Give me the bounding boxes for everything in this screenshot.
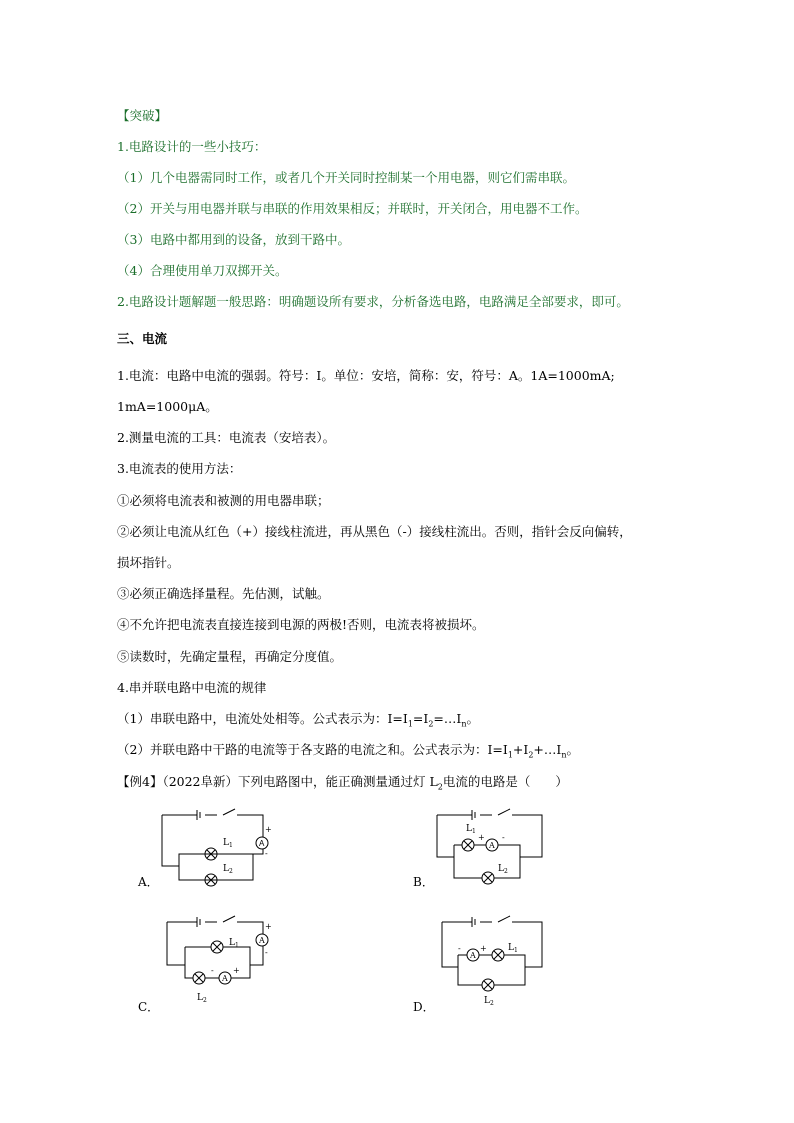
svg-text:A: A: [489, 841, 495, 850]
svg-text:A: A: [470, 951, 476, 960]
svg-text:-: -: [265, 948, 268, 957]
svg-text:L1: $L_1$: [466, 824, 476, 835]
svg-text:A: A: [259, 936, 265, 945]
svg-text:L1: $L_1$: [508, 943, 518, 954]
general-approach: 2.电路设计题解题一般思路：明确题设所有要求，分析备选电路，电路满足全部要求，即可。: [117, 294, 629, 309]
tip-1: （1）几个电器需同时工作，或者几个开关同时控制某一个用电器，则它们需串联。: [117, 170, 575, 185]
svg-text:L2: $L_2$: [223, 864, 233, 875]
current-def-line1: 1.电流：电路中电流的强弱。符号：I。单位：安培，简称：安，符号：A。1A=1000mA;: [117, 368, 615, 383]
example-question: 【例4】（2022阜新）下列电路图中，能正确测量通过灯 $L_2$电流的电路是（ ）: [117, 774, 568, 792]
circuit-b: [430, 800, 550, 890]
tip-2: （2）开关与用电器并联与串联的作用效果相反；并联时，开关闭合，用电器不工作。: [117, 201, 588, 216]
svg-text:+: +: [265, 825, 272, 834]
option-c-label: C．: [138, 1000, 160, 1014]
svg-text:-: -: [458, 944, 461, 953]
rule-2: ②必须让电流从红色（+）接线柱流进，再从黑色（-）接线柱流出。否则，指针会反向偏转，: [117, 524, 632, 539]
tip-title: 1.电路设计的一些小技巧：: [117, 139, 267, 154]
svg-text:L2: $L_2$: [197, 993, 207, 1004]
svg-text:+: +: [265, 922, 272, 931]
svg-text:A: A: [222, 974, 228, 983]
option-d-label: D．: [413, 1000, 435, 1014]
svg-text:L1: $L_1$: [229, 938, 239, 949]
parallel-law: （2）并联电路中干路的电流等于各支路的电流之和。公式表示为：$I=I_1+I_2+\dots I_n$。: [117, 742, 580, 760]
rule-5: ⑤读数时，先确定量程，再确定分度值。: [117, 649, 343, 664]
rule-4: ④不允许把电流表直接连接到电源的两极!否则，电流表将被损坏。: [117, 617, 485, 632]
svg-text:+: +: [233, 966, 240, 975]
svg-text:L1: $L_1$: [223, 838, 233, 849]
measure-tool: 2.测量电流的工具：电流表（安培表）。: [117, 430, 336, 445]
svg-text:A: A: [259, 839, 265, 848]
svg-text:-: -: [211, 966, 214, 975]
circuit-a: [155, 800, 275, 890]
svg-text:L2: $L_2$: [484, 996, 494, 1005]
battery-icon: [197, 810, 200, 820]
law-title: 4.串并联电路中电流的规律: [117, 680, 267, 695]
tip-4: （4）合理使用单刀双掷开关。: [117, 263, 288, 278]
rule-1: ①必须将电流表和被测的用电器串联；: [117, 493, 330, 508]
svg-text:-: -: [502, 833, 505, 842]
svg-text:+: +: [478, 833, 485, 842]
circuit-d: [430, 905, 550, 1005]
rule-2-cont: 损坏指针。: [117, 555, 180, 570]
option-b-label: B．: [413, 875, 434, 889]
svg-text:+: +: [480, 944, 487, 953]
svg-text:-: -: [265, 849, 268, 858]
usage-title: 3.电流表的使用方法：: [117, 461, 242, 476]
circuit-c: [155, 905, 275, 1005]
rule-3: ③必须正确选择量程。先估测，试触。: [117, 586, 330, 601]
tip-3: （3）电路中都用到的设备，放到干路中。: [117, 232, 350, 247]
current-def-line2: 1mA=1000μA。: [117, 399, 218, 414]
section-title: 三、电流: [117, 331, 168, 346]
series-law: （1）串联电路中，电流处处相等。公式表示为：$I=I_1=I_2=\dots I_n$。: [117, 711, 480, 729]
option-a-label: A．: [138, 875, 159, 889]
svg-text:L2: $L_2$: [498, 864, 508, 875]
breakthrough-heading: 【突破】: [117, 108, 168, 123]
